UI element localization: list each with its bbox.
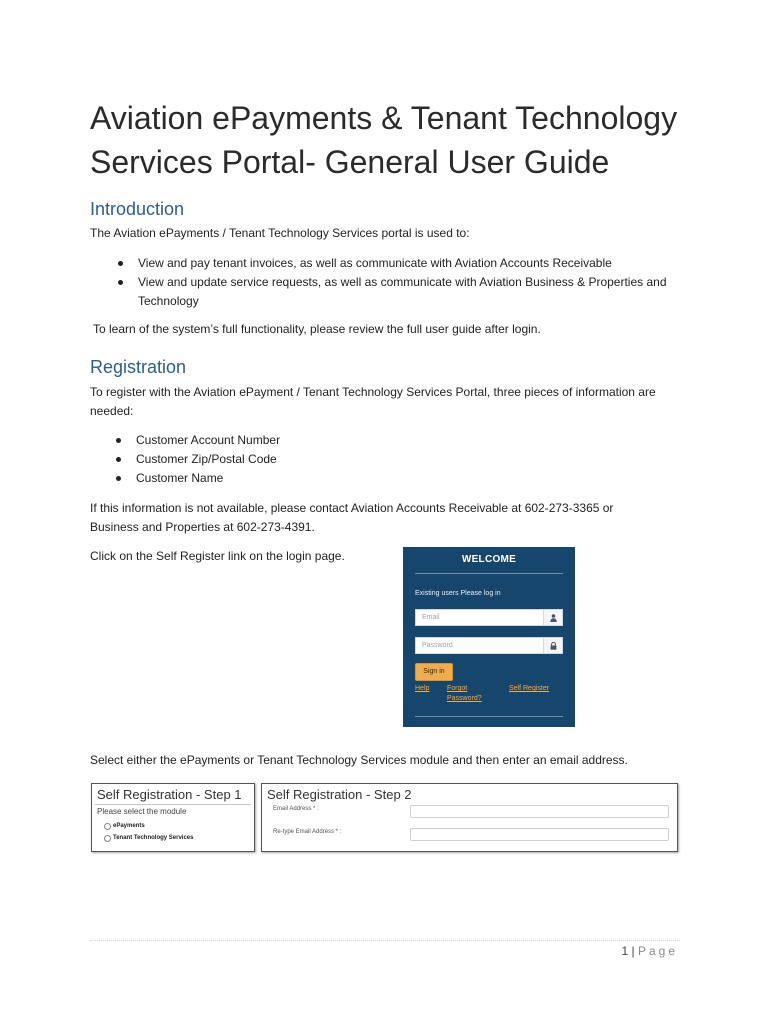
footer-separator: | — [631, 944, 635, 958]
list-item: Customer Name — [114, 469, 414, 488]
forgot-password-link[interactable] — [447, 684, 482, 704]
title-line-1: Aviation ePayments & Tenant Technology — [90, 100, 678, 136]
divider — [95, 804, 251, 805]
introduction-lead: The Aviation ePayments / Tenant Technology Services portal is used to: — [90, 226, 470, 240]
list-item: View and pay tenant invoices, as well as communicate with Aviation Accounts Receivable — [116, 254, 676, 273]
step-1-title: Self Registration - Step 1 — [97, 787, 242, 802]
self-register-link[interactable]: Self Register — [509, 685, 550, 692]
step-2-title: Self Registration - Step 2 — [267, 787, 412, 802]
self-registration-step-2 — [261, 783, 678, 852]
epayments-radio[interactable] — [104, 823, 111, 830]
page-label: Page — [637, 944, 678, 958]
epayments-option-label: ePayments — [113, 823, 145, 829]
email-label: Email Address * : — [273, 806, 319, 812]
welcome-title: WELCOME — [461, 554, 517, 565]
title-line-2: Services Portal- General User Guide — [90, 144, 610, 180]
forgot-line-1: Forgot — [447, 685, 468, 692]
divider — [415, 573, 563, 574]
sign-in-button[interactable]: Sign in — [415, 663, 453, 681]
lock-icon — [543, 638, 562, 653]
list-item: Customer Account Number — [114, 431, 414, 450]
page-number: 1 — [621, 944, 629, 958]
registration-click-instruction: Click on the Self Register link on the login page. — [90, 549, 345, 563]
footer-divider — [90, 940, 680, 942]
registration-select-instruction: Select either the ePayments or Tenant Technology Services module and then enter an email address. — [90, 753, 628, 767]
forgot-line-2: Password? — [447, 695, 482, 702]
email-input[interactable] — [415, 609, 563, 626]
tenant-technology-option-label: Tenant Technology Services — [113, 835, 194, 841]
help-link[interactable]: Help — [415, 685, 430, 692]
user-icon — [543, 610, 562, 625]
self-registration-step-1 — [91, 783, 255, 852]
registration-heading: Registration — [90, 357, 187, 377]
divider — [415, 716, 563, 717]
module-prompt: Please select the module — [97, 807, 187, 816]
introduction-heading: Introduction — [90, 199, 185, 219]
introduction-note: To learn of the system’s full functionality, please review the full user guide after login. — [93, 322, 541, 336]
email-placeholder: Email — [422, 614, 440, 621]
password-input[interactable] — [415, 637, 563, 654]
registration-lead: To register with the Aviation ePayment / Tenant Technology Services Portal, three pieces of information are needed: — [90, 385, 656, 418]
registration-contact: If this information is not available, please contact Aviation Accounts Receivable at 602-273-3365 or Business and Properties at 602-273-4391. — [90, 501, 614, 534]
retype-email-label: Re-type Email Address * : — [273, 829, 342, 835]
tenant-technology-radio[interactable] — [104, 835, 111, 842]
login-prompt: Existing users Please log in — [415, 590, 501, 597]
list-item: Customer Zip/Postal Code — [114, 450, 414, 469]
introduction-list — [116, 254, 676, 311]
retype-email-field[interactable] — [410, 828, 669, 841]
registration-list — [114, 431, 414, 488]
list-item: View and update service requests, as well as communicate with Aviation Business & Properties and Technology — [116, 273, 676, 311]
page-title — [90, 96, 710, 184]
email-field[interactable] — [410, 805, 669, 818]
welcome-login-panel — [403, 547, 575, 727]
page-footer — [621, 944, 678, 958]
password-placeholder: Password — [422, 642, 453, 649]
